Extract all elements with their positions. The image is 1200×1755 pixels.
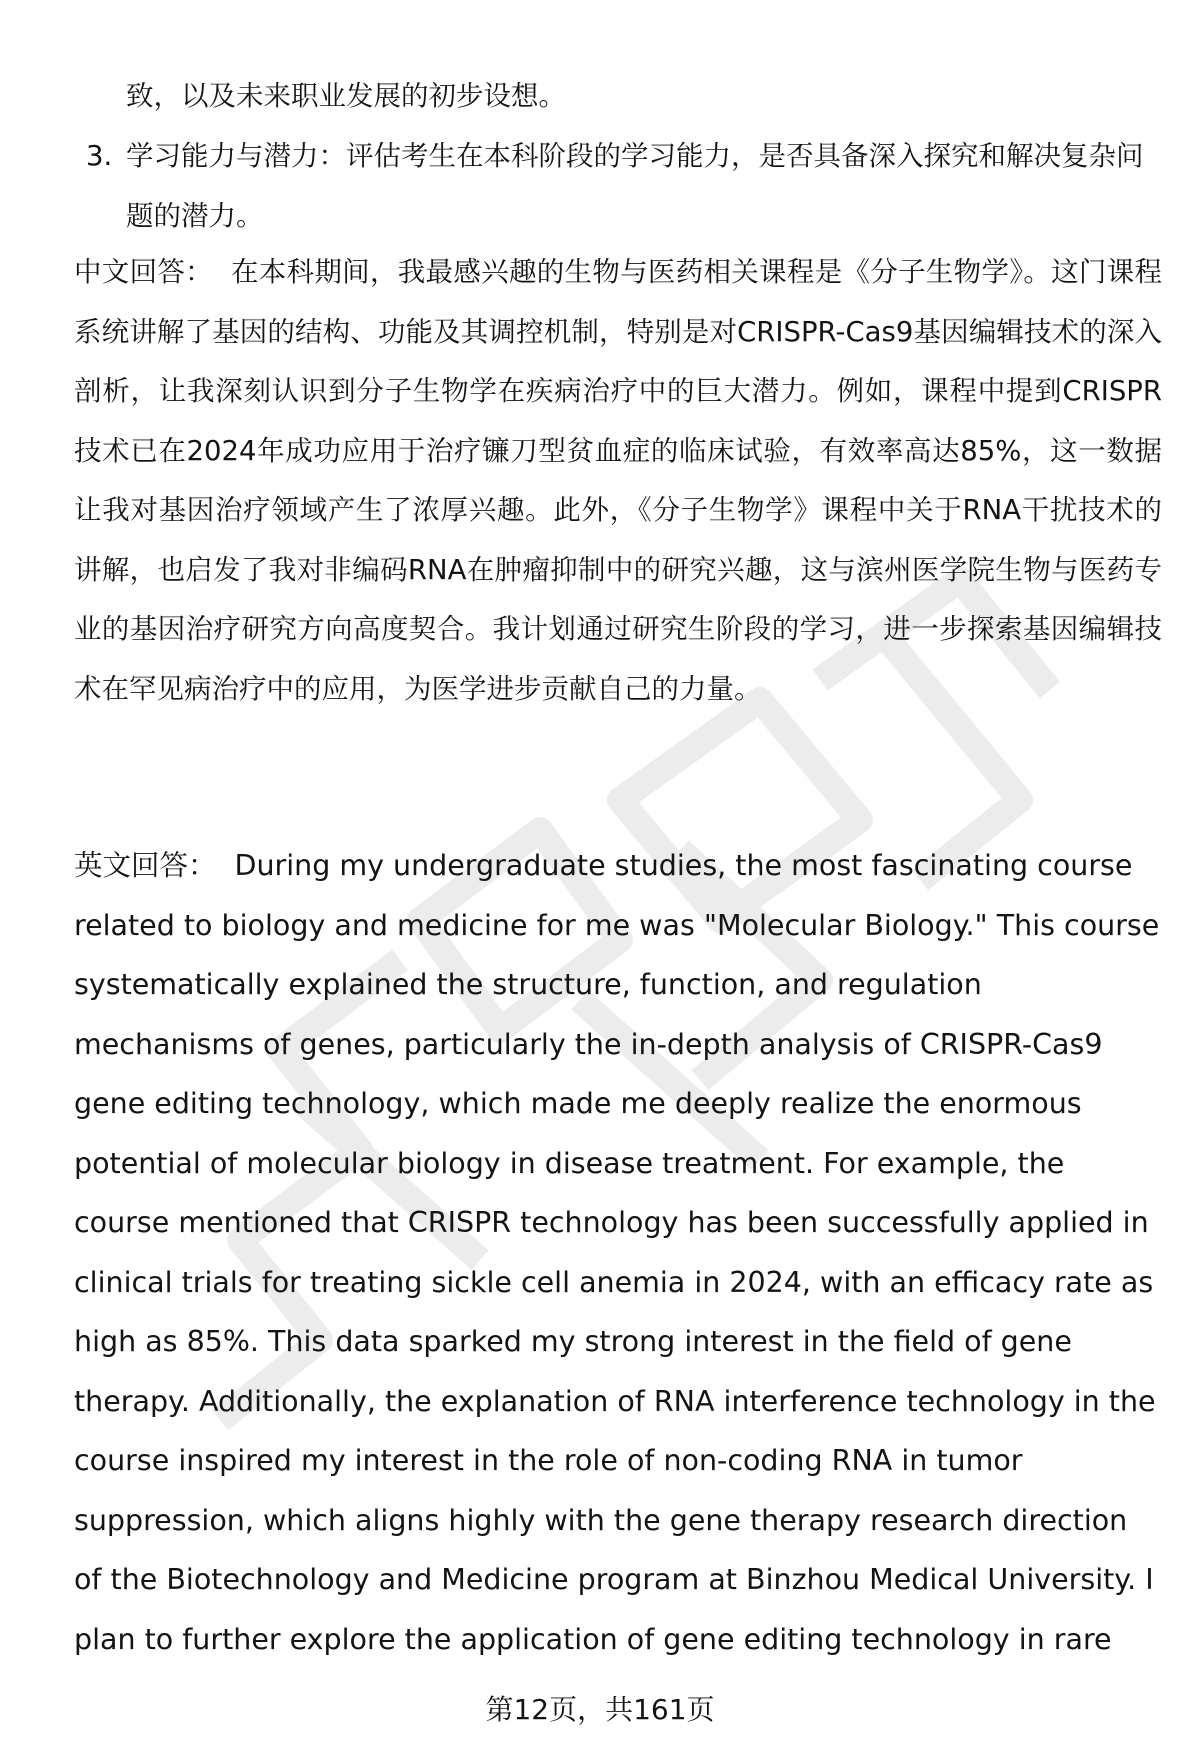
chinese-answer-label: 中文回答： <box>74 256 213 288</box>
list-item-text: 学习能力与潜力：评估考生在本科阶段的学习能力，是否具备深入探究和解决复杂问题的潜力。 <box>126 140 1144 232</box>
criteria-list <box>74 66 1164 246</box>
english-answer-label: 英文回答： <box>74 849 217 882</box>
english-answer-paragraph <box>74 836 1162 1669</box>
chinese-answer-text: 在本科期间，我最感兴趣的生物与医药相关课程是《分子生物学》。这门课程系统讲解了基因的结构、功能及其调控机制，特别是对CRISPR-Cas9基因编辑技术的深入剖析，让我深刻认识到分子生物学在疾病治疗中的巨大潜力。例如，课程中提到CRISPR技术已在2024年成功应用于治疗镰刀型贫血症的临床试验，有效率高达85%，这一数据让我对基因治疗领域产生了浓厚兴趣。此外，《分子生物学》课程中关于RNA干扰技术的讲解，也启发了我对非编码RNA在肿瘤抑制中的研究兴趣，这与滨州医学院生物与医药专业的基因治疗研究方向高度契合。我计划通过研究生阶段的学习，进一步探索基因编辑技术在罕见病治疗中的应用，为医学进步贡献自己的力量。 <box>74 256 1163 705</box>
chinese-answer-paragraph <box>74 243 1162 719</box>
english-answer-text: During my undergraduate studies, the most fascinating course related to biology and medicine for me was "Molecular Biology." This course systematically explained the structure, function, and regulation mechanisms of genes, particularly the in-depth analysis of CRISPR-Cas9 gene editing technology, which made me deeply realize the enormous potential of molecular biology in disease treatment. For example, the course mentioned that CRISPR technology has been successfully applied in clinical trials for treating sickle cell anemia in 2024, with an efficacy rate as high as 85%. This data sparked my strong interest in the field of gene therapy. Additionally, the explanation of RNA interference technology in the course inspired my interest in the role of non-coding RNA in tumor suppression, which aligns highly with the gene therapy research direction of the Biotechnology and Medicine program at Binzhou Medical University. I plan to further explore the application of gene editing technology in rare <box>74 849 1160 1656</box>
list-continuation-text: 致，以及未来职业发展的初步设想。 <box>126 80 566 112</box>
list-item <box>74 126 1164 246</box>
list-item-number: 3. <box>86 140 113 172</box>
list-item-continuation <box>74 66 1164 126</box>
page-indicator: 第12页，共161页 <box>485 1693 715 1726</box>
